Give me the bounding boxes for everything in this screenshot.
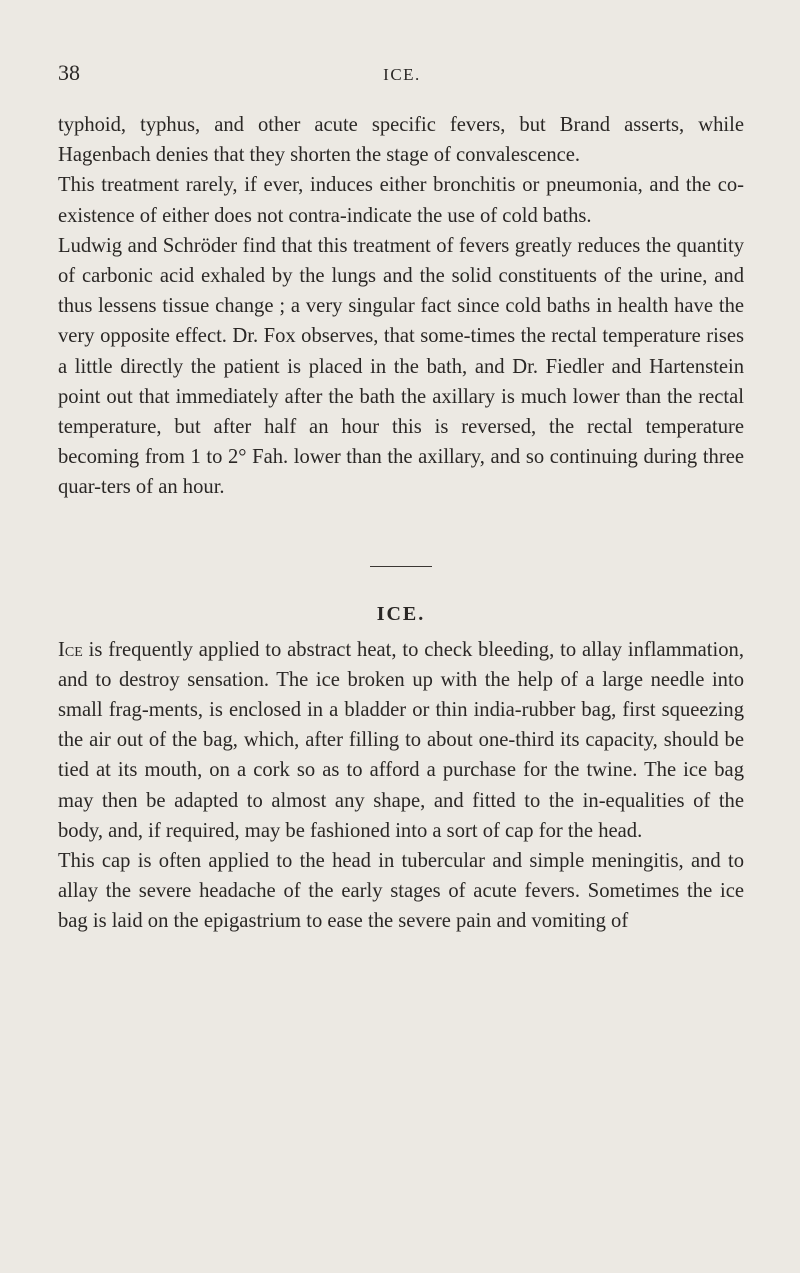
section-divider bbox=[370, 566, 432, 567]
body-text bbox=[58, 110, 744, 937]
lead-word: Ice bbox=[58, 638, 83, 661]
page-number: 38 bbox=[58, 60, 80, 85]
paragraph-bronchitis: This treatment rarely, if ever, induces either bronchitis or pneumonia, and the co-existence of either does not contra-indicate the use of cold baths. bbox=[58, 174, 744, 227]
paragraph-ludwig: Ludwig and Schröder find that this treatment of fevers greatly reduces the quantity of carbonic acid exhaled by the lungs and the solid constituents of the urine, and thus lessens tissue change ; a very singular fact since cold baths in health have the very opposite effect. Dr. Fox observes, that some-times the rectal temperature rises a little directly the patient is placed in the bath, and Dr. Fiedler and Hartenstein point out that immediately after the bath the axillary is much lower than the rectal temperature, but after half an hour this is reversed, the rectal temperature becoming from 1 to 2° Fah. lower than the axillary, and so continuing during three quar-ters of an hour. bbox=[58, 234, 744, 499]
paragraph-typhoid: typhoid, typhus, and other acute specific fevers, but Brand asserts, while Hagenbach denies that they shorten the stage of convalescence. bbox=[58, 114, 744, 167]
running-title: ICE. bbox=[383, 65, 421, 84]
paragraph-ice-intro bbox=[58, 635, 744, 846]
section-heading: ICE. bbox=[376, 602, 426, 625]
paragraph-ice-intro-text: is frequently applied to abstract heat, to check bleeding, to allay inflammation, and to destroy sensation. The ice broken up with the help of a large needle into small frag-ments, is enclosed in a bladder or thin india-rubber bag, first squeezing the air out of the bag, which, after filling to about one-third its capacity, should be tied at its mouth, on a cork so as to afford a purchase for the twine. The ice bag may then be adapted to almost any shape, and fitted to the in-equalities of the body, and, if required, may be fashioned into a sort of cap for the head. bbox=[58, 638, 744, 842]
paragraph-ice-cap: This cap is often applied to the head in tubercular and simple meningitis, and to allay the severe headache of the early stages of acute fevers. Sometimes the ice bag is laid on the epigastrium to ease the severe pain and vomiting of bbox=[58, 850, 744, 933]
running-head bbox=[58, 58, 746, 92]
